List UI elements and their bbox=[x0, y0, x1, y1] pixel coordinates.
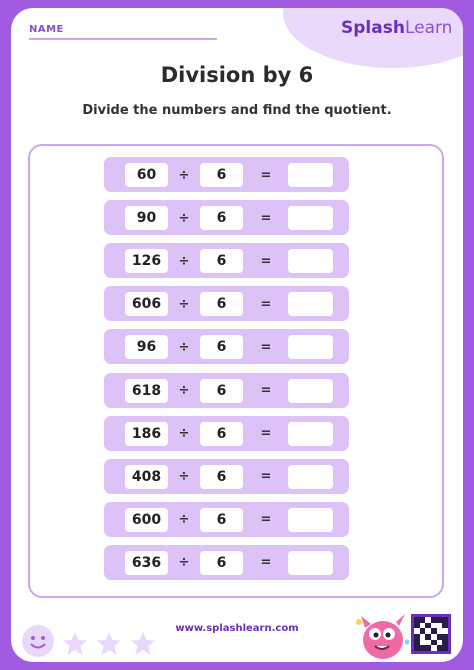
answer-box[interactable] bbox=[288, 335, 333, 359]
divisor-box: 6 bbox=[200, 508, 243, 532]
qr-code-icon bbox=[411, 614, 451, 654]
answer-box[interactable] bbox=[288, 379, 333, 403]
problem-row bbox=[104, 200, 349, 235]
star-icon bbox=[61, 630, 89, 658]
splashlearn-logo bbox=[341, 18, 452, 38]
logo-learn-text: Learn bbox=[404, 18, 453, 38]
divisor-box: 6 bbox=[200, 249, 243, 273]
equals-sign: = bbox=[260, 426, 272, 442]
equals-sign: = bbox=[260, 555, 272, 571]
divisor-box: 6 bbox=[200, 465, 243, 489]
problem-row bbox=[104, 243, 349, 278]
division-sign: ÷ bbox=[178, 383, 190, 398]
dividend-box: 96 bbox=[125, 335, 168, 359]
division-sign: ÷ bbox=[178, 339, 190, 355]
equals-sign: = bbox=[260, 210, 272, 226]
mascot-icon bbox=[353, 606, 413, 662]
problem-row bbox=[104, 459, 349, 494]
corner-decoration bbox=[283, 8, 463, 68]
dividend-box: 636 bbox=[125, 551, 168, 575]
dividend-box: 618 bbox=[125, 379, 168, 403]
answer-box[interactable] bbox=[288, 163, 333, 187]
problem-row bbox=[104, 545, 349, 580]
dividend-box: 408 bbox=[125, 465, 168, 489]
problem-row bbox=[104, 286, 349, 321]
problem-row bbox=[104, 373, 349, 408]
name-line[interactable] bbox=[29, 38, 217, 40]
answer-box[interactable] bbox=[288, 465, 333, 489]
divisor-box: 6 bbox=[200, 422, 243, 446]
equals-sign: = bbox=[260, 167, 272, 183]
star-icon bbox=[95, 630, 123, 658]
answer-box[interactable] bbox=[288, 422, 333, 446]
division-sign: ÷ bbox=[178, 555, 190, 571]
equals-sign: = bbox=[260, 296, 272, 312]
problem-row bbox=[104, 157, 349, 192]
footer-url[interactable]: www.splashlearn.com bbox=[175, 623, 299, 634]
answer-box[interactable] bbox=[288, 292, 333, 316]
divisor-box: 6 bbox=[200, 379, 243, 403]
answer-box[interactable] bbox=[288, 249, 333, 273]
star-icon bbox=[129, 630, 157, 658]
divisor-box: 6 bbox=[200, 206, 243, 230]
divisor-box: 6 bbox=[200, 551, 243, 575]
equals-sign: = bbox=[260, 469, 272, 485]
dividend-box: 60 bbox=[125, 163, 168, 187]
dividend-box: 186 bbox=[125, 422, 168, 446]
equals-sign: = bbox=[260, 383, 272, 398]
division-sign: ÷ bbox=[178, 296, 190, 312]
division-sign: ÷ bbox=[178, 253, 190, 269]
problem-row bbox=[104, 502, 349, 537]
answer-box[interactable] bbox=[288, 551, 333, 575]
division-sign: ÷ bbox=[178, 512, 190, 528]
dividend-box: 600 bbox=[125, 508, 168, 532]
instruction-text: Divide the numbers and find the quotient. bbox=[82, 103, 392, 118]
divisor-box: 6 bbox=[200, 335, 243, 359]
division-sign: ÷ bbox=[178, 426, 190, 442]
equals-sign: = bbox=[260, 253, 272, 269]
problem-row bbox=[104, 416, 349, 451]
answer-box[interactable] bbox=[288, 508, 333, 532]
problem-row bbox=[104, 329, 349, 364]
divisor-box: 6 bbox=[200, 163, 243, 187]
division-sign: ÷ bbox=[178, 167, 190, 183]
equals-sign: = bbox=[260, 512, 272, 528]
dividend-box: 126 bbox=[125, 249, 168, 273]
worksheet-page bbox=[11, 8, 463, 662]
equals-sign: = bbox=[260, 339, 272, 355]
answer-box[interactable] bbox=[288, 206, 333, 230]
dividend-box: 606 bbox=[125, 292, 168, 316]
logo-splash-text: Splash bbox=[341, 18, 405, 38]
page-title: Division by 6 bbox=[160, 63, 314, 87]
division-sign: ÷ bbox=[178, 469, 190, 485]
dividend-box: 90 bbox=[125, 206, 168, 230]
division-sign: ÷ bbox=[178, 210, 190, 226]
divisor-box: 6 bbox=[200, 292, 243, 316]
name-label: NAME bbox=[29, 24, 64, 35]
